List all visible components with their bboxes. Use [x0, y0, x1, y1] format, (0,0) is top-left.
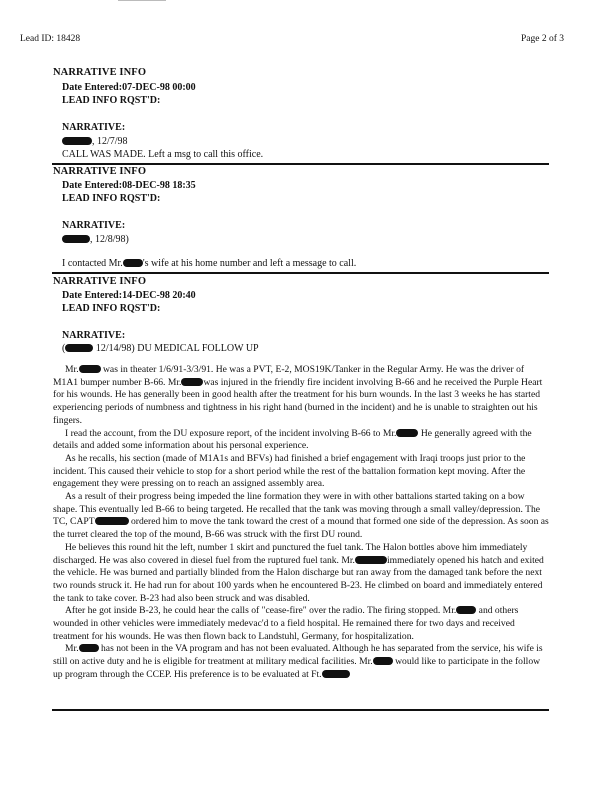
entry-3-body [53, 364, 549, 682]
redaction-bar [396, 429, 418, 437]
text-part: Mr. [65, 643, 79, 655]
entry-2-signoff [62, 234, 129, 247]
text-part: I contacted Mr. [62, 258, 123, 269]
entry-3-date [62, 290, 196, 303]
text-part: has not been in the VA program and has not been evaluated. Although he has separated from the service, his wife is still on active duty and he is eligible for treatment at military medical facilities. Mr. [53, 643, 543, 668]
text-part: 's wife at his home number and left a message to call. [142, 258, 357, 269]
text-part: ordered him to move the tank toward the crest of a mound that formed one side of the depression. As soon as the turret cleared the top of the mound, B-66 was struck with the first DU round. [53, 516, 549, 541]
signoff-text: ( [62, 343, 66, 354]
text-part: I read the account, from the DU exposure report, of the incident involving B-66 to Mr. [65, 427, 397, 439]
text-part: He generally agreed with the details and added some information about his personal experience. [53, 427, 532, 452]
section-divider [52, 163, 549, 165]
section-divider [52, 272, 549, 274]
date-value: 08-DEC-98 18:35 [122, 180, 196, 191]
signoff-text: , 12/8/98) [90, 234, 129, 245]
text-part: As a result of their progress being impeded the line formation they were in with other battalions started taking on a bow shape. This eventually led B-66 to being targeted. He recalled that the tank was moving through a small valley/depression. The TC, CAPT [53, 491, 541, 528]
text-part: He believes this round hit the left, number 1 skirt and punctured the fuel tank. The Halon bottles above him immediately discharged. He was also covered in diesel fuel from the ruptured fuel tank. Mr. [53, 541, 528, 566]
redaction-bar [79, 365, 101, 373]
section-divider [52, 709, 549, 711]
paragraph [53, 643, 549, 681]
entry-1-signoff [62, 136, 128, 149]
redaction-bar [65, 344, 93, 352]
redaction-bar [123, 259, 143, 267]
paragraph [53, 428, 549, 453]
date-value: 07-DEC-98 00:00 [122, 82, 196, 93]
text-part: After he got inside B-23, he could hear the calls of "cease-fire" over the radio. The firing stopped. Mr. [65, 605, 457, 617]
date-label: Date Entered: [62, 180, 123, 191]
paragraph: As he recalls, his section (made of M1A1s and BFVs) had finished a brief engagement with Iraqi troops just prior to the incident. This caused their vehicle to stop for a short period while the rest of the battalion formation kept moving. After the engagement they were pressing on to reach an assigned assembly area. [53, 452, 526, 490]
redaction-bar [322, 670, 350, 678]
redaction-bar [79, 644, 99, 652]
redaction-bar [62, 137, 92, 145]
entry-2-title: NARRATIVE INFO [53, 166, 147, 177]
entry-3-title: NARRATIVE INFO [53, 276, 147, 287]
entry-1-title: NARRATIVE INFO [53, 67, 147, 78]
entry-2-date [62, 180, 196, 193]
text-part: was in theater 1/6/91-3/3/91. He was a PVT, E-2, MOS19K/Tanker in the Regular Army. He was the driver of M1A1 bumper number B-66. Mr. [53, 364, 525, 388]
entry-2-text [62, 258, 356, 271]
date-label: Date Entered: [62, 290, 123, 301]
entry-2-narrative-label: NARRATIVE: [62, 220, 126, 231]
scan-mark [118, 0, 166, 1]
date-label: Date Entered: [62, 82, 123, 93]
signoff-text: , 12/7/98 [92, 136, 128, 147]
redaction-bar [62, 235, 90, 243]
redaction-bar [456, 606, 476, 614]
signoff-text: 12/14/98) DU MEDICAL FOLLOW UP [93, 343, 259, 354]
paragraph [53, 491, 549, 542]
entry-1-rqst: LEAD INFO RQST'D: [62, 95, 161, 106]
paragraph [53, 364, 549, 428]
entry-1-date [62, 82, 196, 95]
redaction-bar [355, 556, 387, 564]
entry-3-signoff [62, 343, 259, 356]
redaction-bar [181, 378, 203, 386]
text-part: Mr. [65, 364, 79, 375]
paragraph [53, 542, 549, 606]
date-value: 14-DEC-98 20:40 [122, 290, 196, 301]
text-part: and others wounded in other vehicles were immediately medevac'd to a field hospital. He remained there for two days and received treatment for his wounds. He was then flown back to Landstuhl, Germany, for hospitalization. [53, 605, 519, 642]
entry-3-narrative-label: NARRATIVE: [62, 330, 126, 341]
entry-1-text: CALL WAS MADE. Left a msg to call this office. [62, 149, 264, 160]
text-part: was injured in the friendly fire incident involving B-66 and he received the Purple Heart for his wounds. He has generally been in good health after the treatment for his burn wounds. In the last 3 weeks he has started experiencing periods of numbness and tightness in his right hand (burned in the incident) and he is unable to straighten out his fingers. [53, 376, 543, 426]
entry-2-rqst: LEAD INFO RQST'D: [62, 193, 161, 204]
paragraph [53, 605, 549, 643]
page-number: Page 2 of 3 [521, 34, 565, 44]
entry-3-rqst: LEAD INFO RQST'D: [62, 303, 161, 314]
text-part: would like to participate in the follow up program through the CCEP. His preference is to be evaluated at Ft. [53, 656, 541, 680]
entry-1-narrative-label: NARRATIVE: [62, 122, 126, 133]
lead-id: Lead ID: 18428 [20, 34, 81, 44]
redaction-bar [373, 657, 393, 665]
text-part: immediately opened his hatch and exited the vehicle. He was burned and partially blinded from the Halon discharge but ran away from the damaged tank before the next two rounds struck it. He had run for about 100 yards when he encountered B-23. He climbed on board and immediately entered the tank to take cover. B-23 had also been struck and was disabled. [53, 554, 544, 604]
redaction-bar [95, 517, 129, 525]
